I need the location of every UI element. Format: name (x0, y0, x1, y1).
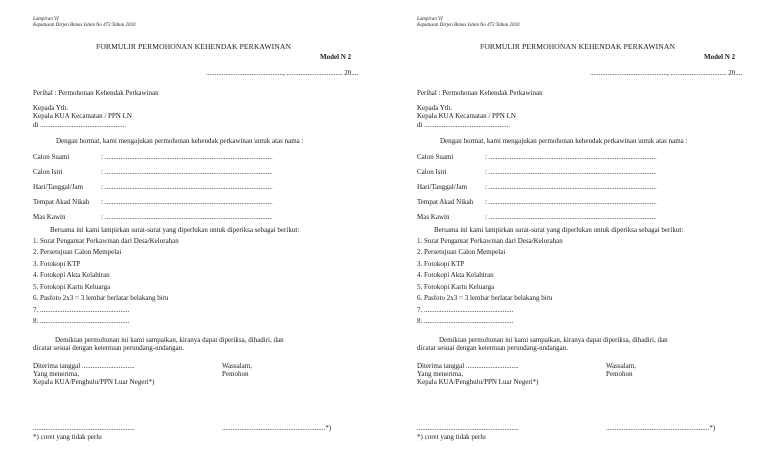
yang-menerima-label: Yang menerima, (33, 370, 79, 378)
field-value-line: : ................................................................................................ (485, 183, 657, 191)
di-line: di ................................................. (33, 121, 126, 129)
attachment-item: 6. Pasfoto 2x3 = 3 lembar berlatar belakang biru (33, 294, 169, 302)
attachments-intro: Bersama ini kami lampirkan surat-surat yang diperlukan untuk diperiksa sebagai berikut: (50, 226, 300, 234)
field-value-line: : ................................................................................................ (485, 198, 657, 206)
pemohon-label: Pemohon (606, 370, 633, 378)
model-label: Model N 2 (704, 53, 736, 61)
signature-line-right: ...........................................................*) (222, 424, 332, 432)
field-label: Hari/Tanggal/Jam (33, 183, 84, 191)
attachment-item: 1. Surat Pengantar Perkawinan dari Desa/Kelurahan (33, 237, 179, 245)
field-row (417, 213, 657, 222)
field-label: Mas Kawin (33, 213, 66, 221)
field-value-line: : ................................................................................................ (101, 183, 273, 191)
intro-text: Dengan hormat, kami mengajukan permohonan kehendak perkawinan untuk atas nama : (440, 137, 688, 145)
attachment-item: 7. ................................................... (33, 306, 130, 314)
field-value-line: : ................................................................................................ (101, 153, 273, 161)
form-title: FORMULIR PERMOHONAN KEHENDAK PERKAWINAN (480, 42, 676, 51)
field-label: Tempat Akad Nikah (33, 198, 90, 206)
kepada-label: Kepada Yth. (33, 104, 69, 112)
perihal-line: Perihal : Permohonan Kehendak Perkawinan (417, 89, 543, 97)
footnote: *) coret yang tidak perlu (417, 433, 486, 441)
field-label: Mas Kawin (417, 213, 450, 221)
field-value-line: : ................................................................................................ (485, 168, 657, 176)
form-page-right (384, 0, 768, 466)
kepala-penghulu-label: Kepala KUA/Penghulu/PPN Luar Negeri*) (33, 378, 155, 386)
field-value-line: : ................................................................................................ (485, 153, 657, 161)
attachment-item: 2. Persetujuan Calon Mempelai (417, 248, 506, 256)
diterima-line: Diterima tanggal .............................. (417, 362, 519, 370)
lampiran-label: Lampiran VI (417, 17, 443, 22)
intro-text: Dengan hormat, kami mengajukan permohonan kehendak perkawinan untuk atas nama : (56, 137, 304, 145)
perihal-line: Perihal : Permohonan Kehendak Perkawinan (33, 89, 159, 97)
keputusan-label: Keputusan Dirjen Bimas Islam No 473 Tahun 2020 (33, 23, 136, 28)
field-label: Calon Suami (417, 153, 454, 161)
signature-line-right: ...........................................................*) (606, 424, 716, 432)
field-row (33, 168, 273, 177)
field-value-line: : ................................................................................................ (485, 213, 657, 221)
model-label: Model N 2 (320, 53, 352, 61)
field-row (417, 168, 657, 177)
closing-line-2: dicatat sesuai dengan ketentuan perundang-undangan. (33, 344, 185, 352)
attachment-item: 6. Pasfoto 2x3 = 3 lembar berlatar belakang biru (417, 294, 553, 302)
field-row (33, 198, 273, 207)
place-date-line: ............................................, ................................ 20.... (206, 69, 359, 77)
form-title: FORMULIR PERMOHONAN KEHENDAK PERKAWINAN (96, 42, 292, 51)
kepala-kua-label: Kepala KUA Kecamatan / PPN LN (33, 112, 132, 120)
field-value-line: : ................................................................................................ (101, 213, 273, 221)
signature-line-left: .......................................................... (33, 424, 135, 432)
kepala-kua-label: Kepala KUA Kecamatan / PPN LN (417, 112, 516, 120)
wassalam-label: Wassalam, (222, 362, 252, 370)
lampiran-label: Lampiran VI (33, 17, 59, 22)
field-value-line: : ................................................................................................ (101, 168, 273, 176)
place-date-line: ............................................, ................................ 20.... (590, 69, 743, 77)
kepada-label: Kepada Yth. (417, 104, 453, 112)
attachment-item: 3. Fotokopi KTP (33, 260, 81, 268)
closing-line-2: dicatat sesuai dengan ketentuan perundang-undangan. (417, 344, 569, 352)
attachments-intro: Bersama ini kami lampirkan surat-surat yang diperlukan untuk diperiksa sebagai berikut: (434, 226, 684, 234)
attachment-item: 4. Fotokopi Akta Kelahiran (33, 271, 110, 279)
attachment-item: 4. Fotokopi Akta Kelahiran (417, 271, 494, 279)
pemohon-label: Pemohon (222, 370, 249, 378)
field-label: Tempat Akad Nikah (417, 198, 474, 206)
closing-line-1: Demikian permohonan ini kami sampaikan, kiranya dapat diperiksa, dihadiri, dan (439, 336, 668, 344)
attachment-item: 8. ................................................... (417, 317, 514, 325)
field-row (417, 183, 657, 192)
attachment-item: 8. ................................................... (33, 317, 130, 325)
field-label: Calon Suami (33, 153, 70, 161)
field-label: Hari/Tanggal/Jam (417, 183, 468, 191)
field-row (417, 198, 657, 207)
attachment-item: 3. Fotokopi KTP (417, 260, 465, 268)
field-value-line: : ................................................................................................ (101, 198, 273, 206)
attachment-item: 2. Persetujuan Calon Mempelai (33, 248, 122, 256)
field-label: Calon Istri (417, 168, 447, 176)
attachment-item: 1. Surat Pengantar Perkawinan dari Desa/Kelurahan (417, 237, 563, 245)
keputusan-label: Keputusan Dirjen Bimas Islam No 473 Tahun 2020 (417, 23, 520, 28)
signature-line-left: .......................................................... (417, 424, 519, 432)
diterima-line: Diterima tanggal .............................. (33, 362, 135, 370)
footnote: *) coret yang tidak perlu (33, 433, 102, 441)
attachment-item: 5. Fotokopi Kartu Keluarga (33, 283, 111, 291)
attachment-item: 7. ................................................... (417, 306, 514, 314)
field-row (33, 213, 273, 222)
di-line: di ................................................. (417, 121, 510, 129)
field-row (33, 153, 273, 162)
yang-menerima-label: Yang menerima, (417, 370, 463, 378)
field-label: Calon Istri (33, 168, 63, 176)
closing-line-1: Demikian permohonan ini kami sampaikan, kiranya dapat diperiksa, dihadiri, dan (55, 336, 284, 344)
wassalam-label: Wassalam, (606, 362, 636, 370)
field-row (417, 153, 657, 162)
attachment-item: 5. Fotokopi Kartu Keluarga (417, 283, 495, 291)
field-row (33, 183, 273, 192)
kepala-penghulu-label: Kepala KUA/Penghulu/PPN Luar Negeri*) (417, 378, 539, 386)
